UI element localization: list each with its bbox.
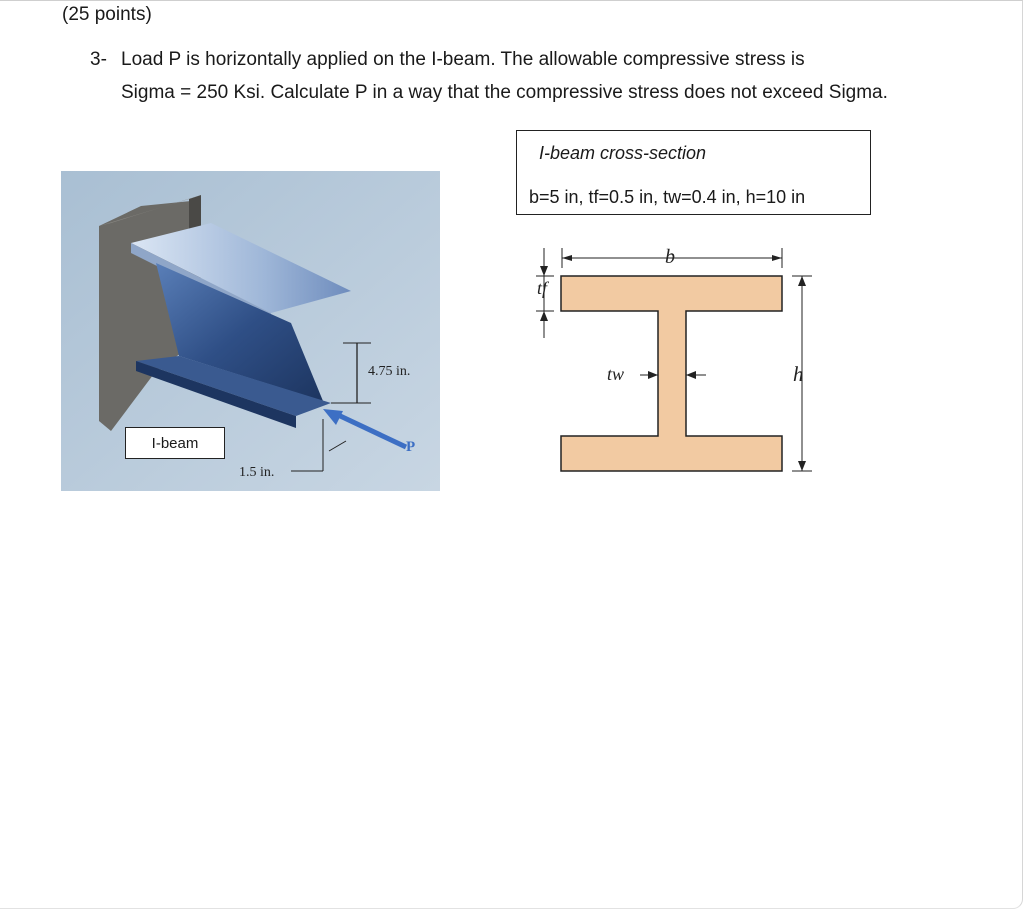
- label-b: b: [665, 246, 675, 268]
- spec-title: I-beam cross-section: [539, 143, 707, 163]
- spec-values: b=5 in, tf=0.5 in, tw=0.4 in, h=10 in: [529, 187, 806, 207]
- load-label: P: [406, 439, 416, 455]
- ibeam-tag: I-beam: [125, 427, 225, 459]
- ibeam-section-shape: [561, 276, 782, 471]
- points-heading: (25 points): [62, 4, 152, 25]
- spec-box: [516, 130, 871, 215]
- label-tf: tf: [537, 278, 548, 298]
- label-tw: tw: [607, 364, 625, 384]
- ibeam-photo-illustration: [61, 171, 440, 491]
- cross-section-diagram: [520, 238, 830, 478]
- dimension-label-height: 4.75 in.: [368, 364, 411, 379]
- question-text-line-2: Sigma = 250 Ksi. Calculate P in a way that the compressive stress does not exceed Sigma.: [121, 82, 888, 103]
- cross-section-drawing: [520, 238, 830, 478]
- question-number: 3-: [90, 49, 107, 70]
- question-text-line-1: Load P is horizontally applied on the I-beam. The allowable compressive stress is: [121, 49, 805, 70]
- ibeam-photo: [61, 171, 440, 491]
- dimension-label-offset: 1.5 in.: [239, 465, 275, 480]
- label-h: h: [793, 362, 804, 386]
